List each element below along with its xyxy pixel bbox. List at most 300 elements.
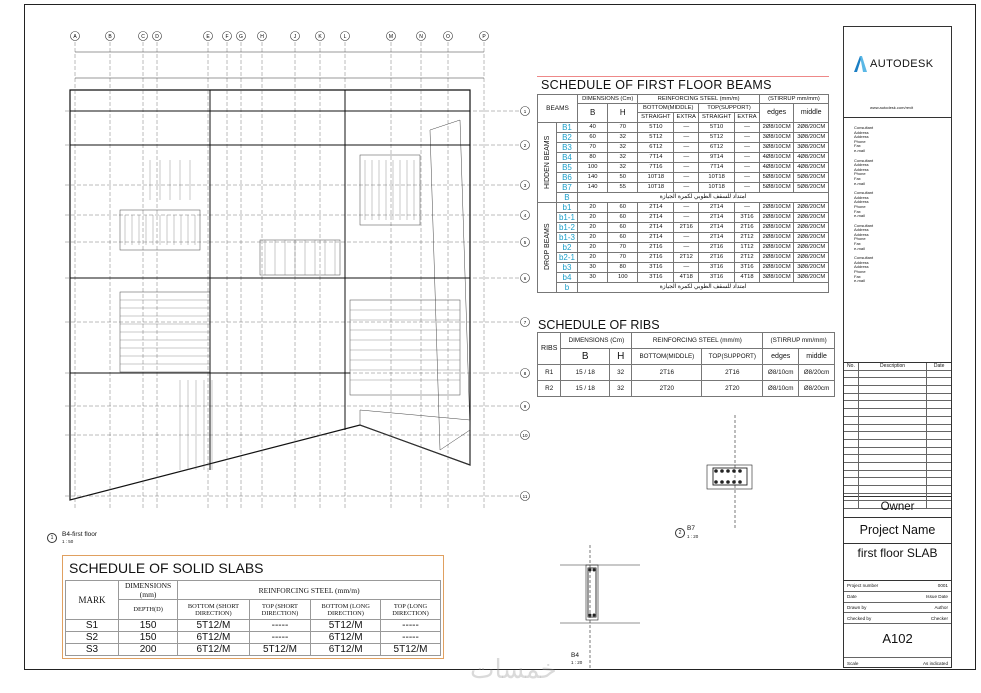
beam-sections (560, 410, 820, 670)
beam-cell: 20 (578, 222, 608, 232)
col-middle: middle (794, 104, 829, 122)
grid-number: 8 (523, 371, 527, 376)
beam-cell: 2Ø8/20CM (794, 222, 829, 232)
slab-mark: S2 (66, 632, 119, 644)
beam-cell: 55 (608, 182, 638, 192)
slab-cell: ----- (249, 620, 311, 632)
beam-cell: — (735, 132, 760, 142)
beam-cell: 2Ø8/10CM (759, 212, 794, 222)
col-top: TOP(SUPPORT) (699, 104, 760, 113)
checked-value: Checker (930, 615, 948, 621)
col-dimensions: DIMENSIONS (mm) (119, 581, 178, 600)
beam-cell: 32 (608, 142, 638, 152)
beam-cell: — (735, 202, 760, 212)
beam-cell: 70 (578, 142, 608, 152)
beam-cell: 2Ø8/20CM (794, 242, 829, 252)
beam-cell: 2Ø8/20CM (794, 232, 829, 242)
beam-cell: 3T16 (699, 262, 735, 272)
beam-cell: 3Ø8/20CM (794, 272, 829, 282)
beam-cell: 2T16 (735, 222, 760, 232)
beam-row (538, 262, 829, 272)
beam-cell: 5T10 (699, 122, 735, 132)
plan-title: B4-first floor (62, 531, 98, 538)
project-name: Project Name (844, 517, 951, 544)
sheet-number: A102 (844, 624, 951, 658)
beam-mark: B4 (556, 152, 577, 162)
beam-cell: — (674, 182, 699, 192)
col-extra-top: EXTRA (735, 113, 760, 122)
revision-row (844, 486, 951, 494)
beam-row (538, 202, 829, 212)
slab-cell: 200 (119, 644, 178, 656)
consultant-line: Address (854, 129, 869, 135)
drawn-value: Author (934, 604, 948, 610)
rev-no: No. (844, 363, 859, 370)
beam-cell: 70 (608, 122, 638, 132)
beam-cell: — (674, 262, 699, 272)
b4-label: B4 (571, 652, 579, 659)
consultant-line: Phone (854, 138, 866, 144)
beam-cell: 9T14 (699, 152, 735, 162)
rev-date: Date (933, 363, 945, 369)
revision-row (844, 386, 951, 394)
beam-cell: 2T16 (699, 252, 735, 262)
beam-cell: 20 (578, 212, 608, 222)
watermark: خمسات (470, 655, 557, 685)
grid-number: 6 (523, 276, 527, 281)
beam-cell: 4T18 (674, 272, 699, 282)
consultant-line: e-mail (854, 213, 865, 219)
consultant-line: Address (854, 134, 869, 140)
beam-mark: b1-2 (556, 222, 577, 232)
beam-cell: 10T18 (638, 182, 674, 192)
slabs-schedule (62, 555, 444, 659)
consultant-line: e-mail (854, 180, 865, 186)
consultant-line: Phone (854, 171, 866, 177)
project-number-label: Project number (847, 583, 879, 589)
beam-cell: 3T16 (638, 272, 674, 282)
grid-letter: M (388, 34, 394, 40)
beam-cell: 32 (608, 152, 638, 162)
consultant-line: Address (854, 162, 869, 168)
beam-cell: — (674, 142, 699, 152)
grid-letter: A (73, 34, 77, 40)
beam-cell: 20 (578, 202, 608, 212)
b7-label: B7 (687, 525, 695, 532)
beam-cell: 2T14 (699, 212, 735, 222)
b7-marker: 2 (675, 528, 685, 538)
col-h: H (610, 349, 632, 365)
slabs-table (65, 580, 441, 656)
col-bottom: BOTTOM(MIDDLE) (632, 349, 702, 365)
consultant-line: Consultant (854, 157, 874, 163)
beam-mark: b1-1 (556, 212, 577, 222)
beam-cell: 140 (578, 172, 608, 182)
floor-plan (60, 30, 530, 520)
beam-cell: — (674, 242, 699, 252)
beam-row (538, 222, 829, 232)
beam-mark: B (556, 192, 577, 202)
beam-cell: 30 (578, 262, 608, 272)
beam-row (538, 252, 829, 262)
beam-cell: 2T12 (735, 252, 760, 262)
beam-row (538, 142, 829, 152)
ribs-table (537, 332, 835, 397)
project-number: 0001 (937, 583, 948, 589)
revision-row (844, 440, 951, 448)
beam-cell: 3Ø8/10CM (759, 272, 794, 282)
title-block (843, 26, 952, 668)
checked-label: Checked by (847, 615, 872, 621)
brand-name: AUTODESK (870, 58, 934, 70)
beam-row (538, 172, 829, 182)
owner: Owner (844, 497, 951, 518)
rib-cell: 2T20 (632, 381, 702, 397)
rib-cell: 2T20 (702, 381, 763, 397)
beam-cell: 80 (578, 152, 608, 162)
consultant-block (854, 159, 873, 187)
beam-cell: 30 (578, 272, 608, 282)
beam-cell: 7T14 (699, 162, 735, 172)
revision-row (844, 432, 951, 440)
grid-letter: J (293, 34, 297, 40)
revision-row (844, 401, 951, 409)
grid-number: 9 (523, 404, 527, 409)
revision-row (844, 463, 951, 471)
consultant-line: e-mail (854, 245, 865, 251)
grid-letter: K (318, 34, 322, 40)
beam-cell: 60 (578, 132, 608, 142)
consultant-block (854, 191, 873, 219)
grid-number: 11 (522, 494, 528, 499)
beam-mark: b4 (556, 272, 577, 282)
consultant-line: Consultant (854, 222, 874, 228)
beam-row (538, 122, 829, 132)
slab-cell: 6T12/M (311, 644, 381, 656)
grid-letter: F (225, 34, 229, 40)
revision-row (844, 378, 951, 386)
col-edges: edges (759, 104, 794, 122)
consultants-box (844, 118, 951, 363)
beam-cell: — (735, 172, 760, 182)
beam-cell: 7T14 (638, 152, 674, 162)
beam-cell: — (674, 232, 699, 242)
beam-cell: 4Ø8/10CM (759, 152, 794, 162)
rib-cell: Ø8/20cm (799, 381, 835, 397)
beam-cell: 5Ø8/20CM (794, 182, 829, 192)
beam-cell: 6T12 (638, 142, 674, 152)
col-straight: STRAIGHT (638, 113, 674, 122)
consultant-line: Consultant (854, 190, 874, 196)
beam-cell: 2T14 (699, 202, 735, 212)
col-bottom-short: BOTTOM (SHORT DIRECTION) (178, 600, 249, 620)
beam-cell: — (674, 172, 699, 182)
beam-cell: 5T12 (638, 132, 674, 142)
beam-cell: 2Ø8/10CM (759, 122, 794, 132)
consultant-line: Consultant (854, 125, 874, 130)
col-b: B (561, 349, 610, 365)
beams-schedule (537, 76, 829, 293)
slab-cell: 6T12/M (178, 644, 249, 656)
beam-cell: 20 (578, 232, 608, 242)
col-reinforcing: REINFORCING STEEL (mm/m) (178, 581, 441, 600)
col-dimensions: DIMENSIONS (Cm) (561, 333, 632, 349)
grid-number: 4 (523, 213, 527, 218)
beam-note: امتداد للسقف الطوبي لكمرة الجيازة (578, 282, 829, 292)
beam-row (538, 212, 829, 222)
col-bottom: BOTTOM(MIDDLE) (638, 104, 699, 113)
beam-cell: 80 (608, 262, 638, 272)
consultant-line: Address (854, 231, 869, 237)
revisions-box (844, 363, 951, 497)
beam-cell: — (735, 152, 760, 162)
beam-cell: 4Ø8/20CM (794, 162, 829, 172)
slab-cell: ----- (249, 632, 311, 644)
beam-cell: — (674, 152, 699, 162)
scale-label: Scale (847, 660, 859, 666)
col-top-long: TOP (LONG DIRECTION) (381, 600, 441, 620)
revision-row (844, 394, 951, 402)
col-b: B (578, 104, 608, 122)
grid-letter: E (206, 34, 210, 40)
slab-row (66, 632, 441, 644)
col-depth: DEPTH(D) (119, 600, 178, 620)
beam-cell: 2Ø8/20CM (794, 252, 829, 262)
beam-cell: 2T16 (699, 242, 735, 252)
beam-cell: 2T14 (638, 222, 674, 232)
beam-cell: 3Ø8/20CM (794, 142, 829, 152)
rib-cell: Ø8/10cm (763, 381, 799, 397)
beam-cell: 70 (608, 252, 638, 262)
beam-cell: 60 (608, 212, 638, 222)
beam-row (538, 272, 829, 282)
consultant-block (854, 256, 873, 284)
beam-mark: b1 (556, 202, 577, 212)
autodesk-logo-icon (852, 55, 868, 73)
beam-cell: 2T16 (638, 242, 674, 252)
b7-scale: 1 : 20 (687, 534, 699, 539)
grid-number: 3 (523, 183, 527, 188)
consultant-line: Address (854, 259, 869, 265)
grid-number: 7 (523, 320, 527, 325)
beam-cell: — (735, 182, 760, 192)
date-label: Date (847, 594, 857, 600)
beam-cell: 50 (608, 172, 638, 182)
rib-cell: 32 (610, 365, 632, 381)
grid-number: 5 (523, 240, 527, 245)
col-top: TOP(SUPPORT) (702, 349, 763, 365)
rib-row (538, 365, 835, 381)
beam-cell: 2Ø8/10CM (759, 252, 794, 262)
revision-row (844, 425, 951, 433)
grid-letter: C (141, 34, 145, 40)
brand-box (844, 27, 951, 118)
slabs-title: SCHEDULE OF SOLID SLABS (69, 560, 264, 576)
col-extra: EXTRA (674, 113, 699, 122)
beam-mark: B3 (556, 142, 577, 152)
beam-cell: 7T16 (638, 162, 674, 172)
col-stirrup: (STIRRUP mm/mm) (759, 95, 828, 104)
consultant-line: Address (854, 199, 869, 205)
hidden-beams-label: HIDDEN BEAMS (538, 122, 557, 202)
beam-cell: 3Ø8/10CM (759, 142, 794, 152)
plan-scale: 1 : 50 (62, 539, 74, 544)
beam-cell: 3T16 (735, 262, 760, 272)
slab-cell: 5T12/M (381, 644, 441, 656)
rib-cell: R1 (538, 365, 561, 381)
beam-row (538, 192, 829, 202)
beam-row (538, 282, 829, 292)
beam-cell: 20 (578, 252, 608, 262)
col-beams: BEAMS (538, 95, 578, 123)
beam-cell: 2T14 (699, 232, 735, 242)
beam-cell: 3T16 (735, 212, 760, 222)
revision-row (844, 478, 951, 486)
beam-cell: 2Ø8/10CM (759, 262, 794, 272)
beam-cell: 5Ø8/10CM (759, 172, 794, 182)
consultant-line: Address (854, 166, 869, 172)
beam-note: امتداد للسقف الطوبي لكمرة الجيازة (578, 192, 829, 202)
beam-cell: — (735, 142, 760, 152)
rib-cell: Ø8/20cm (799, 365, 835, 381)
beam-cell: 60 (608, 222, 638, 232)
sheet-name: first floor SLAB (844, 543, 951, 581)
grid-letter: O (446, 34, 450, 40)
slab-mark: S1 (66, 620, 119, 632)
consultant-line: Address (854, 194, 869, 200)
slab-cell: 6T12/M (311, 632, 381, 644)
beam-cell: 32 (608, 162, 638, 172)
beam-cell: 2Ø8/10CM (759, 222, 794, 232)
consultant-line: e-mail (854, 147, 865, 153)
grid-number: 1 (523, 109, 527, 114)
revision-row (844, 471, 951, 479)
col-middle: middle (799, 349, 835, 365)
beam-cell: 20 (578, 242, 608, 252)
scale-value: As indicated (922, 660, 948, 666)
beam-cell: 70 (608, 242, 638, 252)
beam-cell: 2Ø8/20CM (794, 202, 829, 212)
rib-cell: R2 (538, 381, 561, 397)
beam-cell: 10T18 (699, 172, 735, 182)
beam-cell: 2T12 (674, 252, 699, 262)
beam-cell: 2Ø8/10CM (759, 202, 794, 212)
rev-desc: Description (859, 363, 927, 370)
beam-cell: 10T18 (638, 172, 674, 182)
beam-cell: 2Ø8/10CM (759, 232, 794, 242)
view-marker: 1 (47, 533, 57, 543)
consultant-line: Consultant (854, 255, 874, 261)
slab-cell: 150 (119, 632, 178, 644)
beam-cell: 2T14 (638, 202, 674, 212)
consultant-line: Fax (854, 143, 861, 149)
col-mark: MARK (66, 581, 119, 620)
rib-cell: 32 (610, 381, 632, 397)
consultant-line: Address (854, 264, 869, 270)
beam-cell: 2Ø8/20CM (794, 212, 829, 222)
consultant-block (854, 126, 873, 154)
beam-cell: 5Ø8/10CM (759, 182, 794, 192)
slab-mark: S3 (66, 644, 119, 656)
beam-row (538, 132, 829, 142)
col-ribs: RIBS (538, 333, 561, 365)
beam-row (538, 182, 829, 192)
col-reinforcing: REINFORCING STEEL (mm/m) (638, 95, 760, 104)
ribs-title: SCHEDULE OF RIBS (538, 318, 660, 332)
grid-letter: H (260, 34, 264, 40)
slab-row (66, 644, 441, 656)
b4-scale: 1 : 20 (571, 660, 583, 665)
beam-cell: 4Ø8/20CM (794, 152, 829, 162)
beam-cell: 5T12 (699, 132, 735, 142)
revision-row (844, 409, 951, 417)
beam-mark: B5 (556, 162, 577, 172)
slab-cell: 5T12/M (311, 620, 381, 632)
beam-cell: — (674, 212, 699, 222)
rib-row (538, 381, 835, 397)
col-straight-top: STRAIGHT (699, 113, 735, 122)
col-dimensions: DIMENSIONS (Cm) (578, 95, 638, 104)
beam-cell: 100 (578, 162, 608, 172)
col-h: H (608, 104, 638, 122)
beam-cell: 3T16 (699, 272, 735, 282)
date-value: Issue Date (926, 594, 948, 600)
beam-cell: 2Ø8/20CM (794, 122, 829, 132)
beam-cell: 10T18 (699, 182, 735, 192)
drop-beams-label: DROP BEAMS (538, 202, 557, 292)
consultant-line: e-mail (854, 278, 865, 284)
beam-cell: 3T16 (638, 262, 674, 272)
beam-cell: 2T12 (735, 232, 760, 242)
slab-cell: 5T12/M (178, 620, 249, 632)
grid-number: 10 (522, 433, 528, 438)
floor-plan-drawing (60, 30, 530, 520)
consultant-block (854, 224, 873, 252)
revision-row (844, 448, 951, 456)
col-stirrup: (STIRRUP mm/mm) (763, 333, 835, 349)
beam-cell: 60 (608, 202, 638, 212)
beam-mark: b3 (556, 262, 577, 272)
consultant-line: Phone (854, 269, 866, 275)
slab-cell: 6T12/M (178, 632, 249, 644)
slab-cell: 5T12/M (249, 644, 311, 656)
grid-number: 2 (523, 143, 527, 148)
beam-row (538, 162, 829, 172)
col-edges: edges (763, 349, 799, 365)
beam-mark: b2-1 (556, 252, 577, 262)
consultant-line: Fax (854, 273, 861, 279)
beam-cell: 3Ø8/10CM (759, 132, 794, 142)
beam-mark: B1 (556, 122, 577, 132)
beam-cell: 3Ø8/20CM (794, 262, 829, 272)
consultant-line: Phone (854, 236, 866, 242)
beams-table (537, 94, 829, 293)
col-top-short: TOP (SHORT DIRECTION) (249, 600, 311, 620)
beam-cell: 2T14 (638, 212, 674, 222)
grid-letter: G (239, 34, 243, 40)
beam-cell: 2T16 (674, 222, 699, 232)
beam-cell: — (735, 162, 760, 172)
revision-row (844, 371, 951, 379)
consultant-line: Phone (854, 203, 866, 209)
beam-cell: 5Ø8/20CM (794, 172, 829, 182)
beam-mark: b2 (556, 242, 577, 252)
beam-cell: 40 (578, 122, 608, 132)
beam-cell: — (674, 202, 699, 212)
beam-mark: B2 (556, 132, 577, 142)
beam-cell: 2T16 (638, 252, 674, 262)
beam-cell: 2Ø8/10CM (759, 242, 794, 252)
